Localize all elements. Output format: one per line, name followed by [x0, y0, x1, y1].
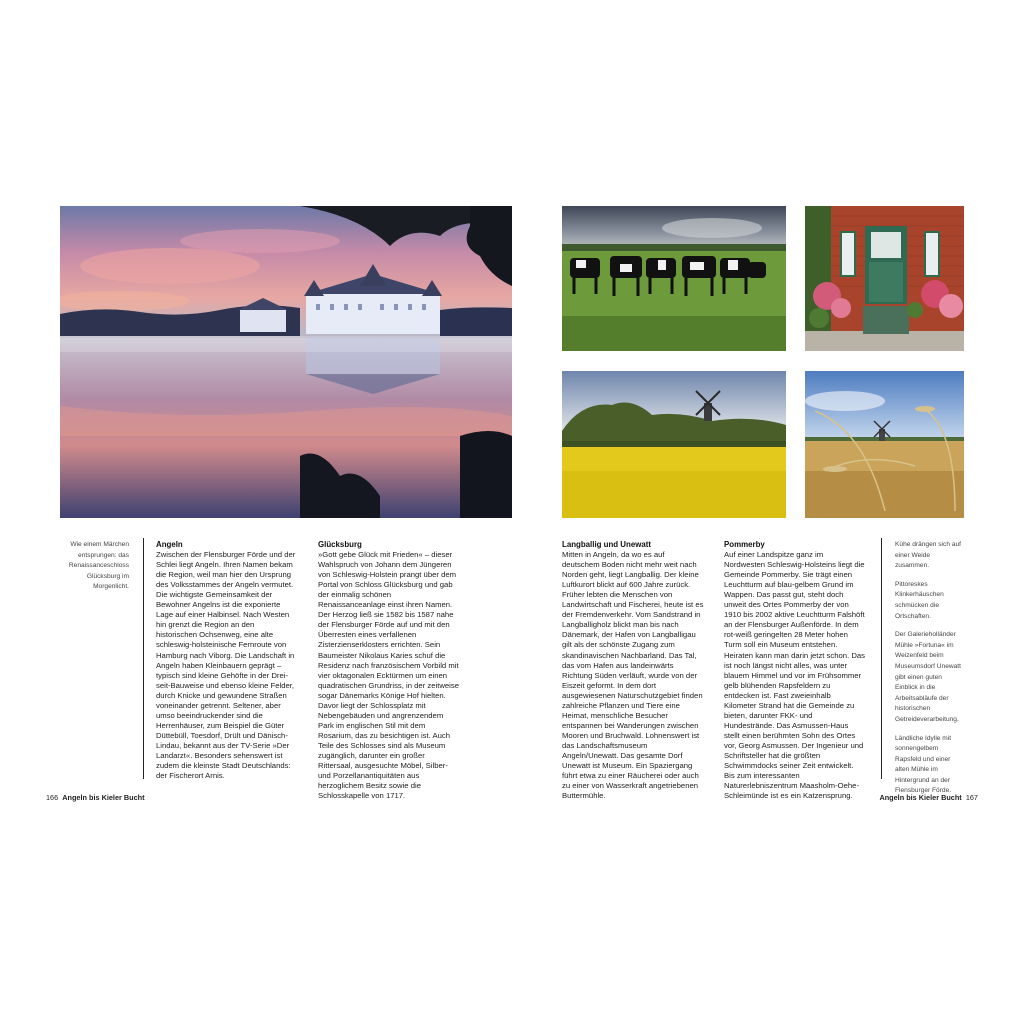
caption-text: Wie einem Märchen entsprungen: das Renaissanceschloss Glücksburg im Morgenlicht. — [68, 541, 129, 591]
section-text: Davor liegt der Schlossplatz mit Nebengebäuden und angrenzendem Park im englischen Stil mit dem Rosarium, das zu besichtigen ist. Auch Teile des Schlosses sind als Museum zugänglich, darunter ein großer Rittersaal, ausgesuchte Möbel, Silber- und Porzellanantiquitäten aus herzoglichem Besitz sowie die Schlosskapelle von 1717. — [318, 700, 451, 801]
windmill-wheat-photo — [805, 371, 964, 518]
section-angeln — [156, 540, 297, 781]
page-number: 167 — [965, 793, 978, 802]
section-text: Auf einer Landspitze ganz im Nordwesten Schleswig-Holsteins liegt die Gemeinde Pommerby. Sie trägt einen Leuchtturm auf blau-gelbem Grund im Wappen. Das passt gut, steht doch unweit des Ortes Pommerby der von 1910 bis 2002 aktive Leuchtturm Falshöft an der Flensburger Außenförde. In dem rot-weiß geringelten 28 Meter hohen Turm soll ein Museum entstehen. Heiraten kann man darin jetzt schon. Das ist noch längst nicht alles, was unter blauem Himmel und vor im Frühsommer gelb blühenden Rapsfeldern zu entdecken ist. Fast zweieinhalb Kilometer Strand hat die Gemeinde zu bieten, darunter FKK- und Hundestrände. Das Asmussen-Haus stellt einen berühmten Sohn des Ortes vor, Georg Asmussen. Der Ingenieur und Schriftsteller hat die größten Schwimmdocks seiner Zeit entwickelt. — [724, 550, 866, 771]
running-title: Angeln bis Kieler Bucht — [62, 793, 145, 802]
page-number: 166 — [46, 793, 59, 802]
brick-house-photo — [805, 206, 964, 351]
section-text: Zwischen der Flensburger Förde und der Schlei liegt Angeln. Ihren Namen bekam die Region, weil man hier den Ursprung des Volksstammes der Angeln vermutet. Die wichtigste Gemeinsamkeit der Bewohner Angelns ist die exponierte Lage auf einer Halbinsel. Nach Westen hin grenzt die Region an den historischen Ochsenweg, eine alte schleswig-holsteinische Fernroute von Hamburg nach Viborg. Die Landschaft in Angeln haben Kleinbauern geprägt – typisch sind kleine Gehöfte in der Drei-seit-Bauweise und ebenso kleine Felder, durch Knicke und gewundene Straßen voneinander getrennt. Seltener, aber umso beeindruckender sind die Herrenhäuser, zum Beispiel die Güter Düttebüll, Toesdorf, Drült und Dänisch-Lindau, bekannt aus der TV-Serie »Der Landarzt«. Besonders sehenswert ist zudem die kleinste Stadt Deutschlands: der Fischerort Arnis. — [156, 550, 296, 781]
windmill-rapeseed-photo — [562, 371, 786, 518]
folio-right — [879, 793, 978, 802]
caption-castle — [62, 540, 129, 601]
castle-photo — [60, 206, 512, 518]
caption-cows: Kühe drängen sich auf einer Weide zusammen. — [895, 541, 961, 570]
column-rule — [143, 538, 144, 779]
cows-photo — [562, 206, 786, 351]
section-heading: Langballig und Unewatt — [562, 540, 651, 549]
folio-left — [46, 793, 145, 802]
section-heading: Angeln — [156, 540, 183, 549]
section-heading: Pommerby — [724, 540, 765, 549]
section-pommerby — [724, 540, 865, 801]
section-text: Bis zum interessanten Naturerlebniszentrum Maasholm-Oehe-Schleimünde ist es ein Katzensprung. — [724, 771, 860, 801]
caption-windmill-wheat: Der Galerieholländer Mühle »Fortuna« im Weizenfeld beim Museumsdorf Unewatt gibt einen guten Einblick in die Arbeitsabläufe der historischen Getreideverarbeitung. — [895, 631, 961, 723]
section-heading: Glücksburg — [318, 540, 362, 549]
section-gluecksburg — [318, 540, 459, 801]
caption-windmill-rapeseed: Ländliche Idylle mit sonnengelbem Rapsfeld und einer alten Mühle im Hintergrund an der Flensburger Förde. — [895, 734, 952, 795]
section-text: Mitten in Angeln, da wo es auf deutschem Boden nicht mehr weit nach Norden geht, liegt Langballig. Der kleine Luftkurort blickt auf 600 Jahre zurück. Früher lebten die Menschen von Landwirtschaft und Fischerei, heute ist es der Fremdenverkehr. Vom Sandstrand in Langballigholz blickt man bis nach Dänemark, der Hafen von Langballigau gilt als der schönste Zugang zum skandinavischen Nachbarland. Das Tal, das vom Hafen aus landeinwärts Richtung Süden verläuft, wurde von der Eiszeit geformt. In dem dort ausgewiesenen Naturschutzgebiet finden zahlreiche Pflanzen und Tiere eine Heimat, menschliche Besucher entspannen bei Wanderungen zwischen Mooren und Bruchwald. Lohnenswert ist das Landschaftsmuseum Angeln/Unewatt. Das gesamte Dorf Unewatt ist Museum. Ein Spaziergang führt etwa zu einer Räucherei oder auch zu einer von Wasserkraft angetriebenen Buttermühle. — [562, 550, 704, 801]
captions-right — [895, 540, 965, 805]
caption-house: Pittoreskes Klinkerhäuschen schmücken die Ortschaften. — [895, 580, 944, 620]
column-rule — [881, 538, 882, 779]
section-langballig — [562, 540, 704, 801]
running-title: Angeln bis Kieler Bucht — [879, 793, 962, 802]
section-text: »Gott gebe Glück mit Frieden« – dieser Wahlspruch von Johann dem Jüngeren von Schleswig-Holstein prangt über dem Portal von Schloss Glücksburg und gab der einmalig schönen Renaissanceanlage einst ihren Namen. Der Herzog ließ sie 1582 bis 1587 nahe der Flensburger Förde auf und mit den Überresten eines verfallenen Zisterzienserklosters errichten. Sein Baumeister Nikolaus Karies schuf die Residenz nach französischem Vorbild mit vier oktagonalen Ecktürmen um einen quadratischen Grundriss, in der zeitweise sogar Dänemarks Könige Hof hielten. — [318, 550, 460, 700]
